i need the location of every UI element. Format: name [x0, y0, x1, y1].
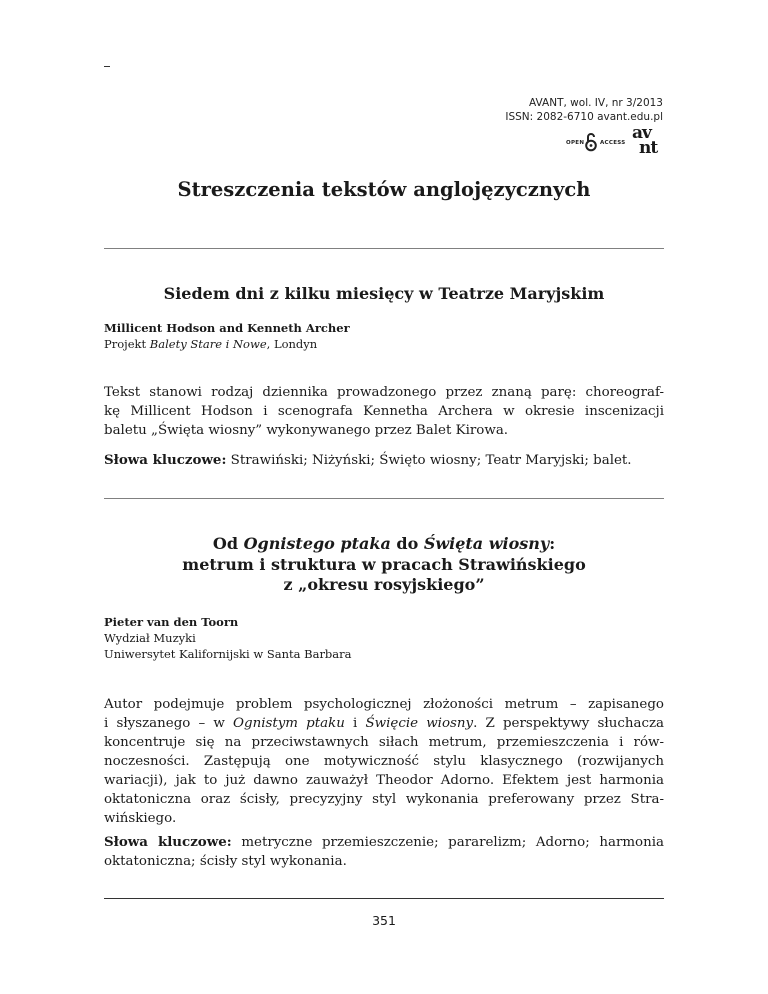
keywords-list: Strawiński; Niżyński; Święto wiosny; Teatr Maryjski; balet. [226, 453, 632, 468]
open-access-lock-icon [585, 132, 597, 152]
article2-title [104, 534, 664, 596]
abstract-line: Autor podejmuje problem psychologicznej złożoności metrum – zapisanego [104, 697, 664, 712]
abstract-line: oktatoniczna oraz ścisły, precyzyjny styl wykonania preferowany przez Stra- [104, 792, 664, 807]
abstract-line: noczesności. Zastępują one motywiczność stylu klasycznego (rozwijanych [104, 754, 664, 769]
article2-keywords [104, 833, 664, 871]
keywords-label: Słowa kluczowe: [104, 834, 232, 850]
keywords-list-line2: oktatoniczna; ścisły styl wykonania. [104, 854, 347, 869]
article2-affiliation-dept: Wydział Muzyki [104, 631, 196, 645]
article1-byline [104, 320, 664, 352]
abstract-line: wariacji), jak to już dawno zauważył Theodor Adorno. Efektem jest harmonia [104, 773, 664, 788]
article1-title: Siedem dni z kilku miesięcy w Teatrze Maryjskim [163, 284, 605, 303]
article2-affiliation-univ: Uniwersytet Kalifornijski w Santa Barbara [104, 647, 352, 661]
journal-issn: ISSN: 2082-6710 avant.edu.pl [505, 111, 663, 123]
article2-title-line2: metrum i struktura w pracach Strawińskiego [182, 554, 586, 574]
keywords-label: Słowa kluczowe: [104, 452, 227, 468]
article1-affiliation: Projekt Balety Stare i Nowe, Londyn [104, 337, 318, 351]
abstract-line: baletu „Święta wiosny” wykonywanego przez Balet Kirowa. [104, 423, 509, 438]
page-number: 351 [372, 913, 396, 928]
abstract-line: kę Millicent Hodson i scenografa Kennetha Archera w okresie inscenizacji [104, 404, 664, 419]
article1-authors: Millicent Hodson and Kenneth Archer [104, 321, 350, 335]
article2-title-line3: z „okresu rosyjskiego” [283, 575, 485, 594]
abstract-line: koncentruje się na przeciwstawnych siłach metrum, przemieszczenia i rów- [104, 735, 664, 750]
footer-rule [104, 898, 664, 899]
page-title: Streszczenia tekstów anglojęzycznych [177, 178, 591, 201]
article1-abstract [104, 383, 664, 440]
open-label: OPEN [566, 140, 585, 146]
journal-info [505, 96, 663, 124]
abstract-line: Tekst stanowi rodzaj dziennika prowadzonego przez znaną parę: choreograf- [104, 385, 664, 400]
open-access-badge [566, 123, 666, 158]
keywords-list-line1: metryczne przemieszczenie; pararelizm; Adorno; harmonia [231, 835, 664, 850]
journal-volume: AVANT, wol. IV, nr 3/2013 [529, 97, 663, 109]
article2-abstract [104, 695, 664, 828]
access-label: ACCESS [600, 140, 626, 146]
abstract-line: wińskiego. [104, 811, 177, 826]
header-dash [104, 66, 110, 67]
article1-keywords [104, 451, 664, 470]
article2-authors: Pieter van den Toorn [104, 615, 239, 629]
article2-byline [104, 614, 664, 662]
avant-logo: av nt [632, 123, 658, 158]
article2-title-line1: Od Ognistego ptaka do Święta wiosny: [212, 534, 556, 553]
section-divider [104, 248, 664, 249]
abstract-line: i słyszanego – w Ognistym ptaku i Święcie wiosny. Z perspektywy słuchacza [104, 716, 664, 731]
article-divider [104, 498, 664, 499]
